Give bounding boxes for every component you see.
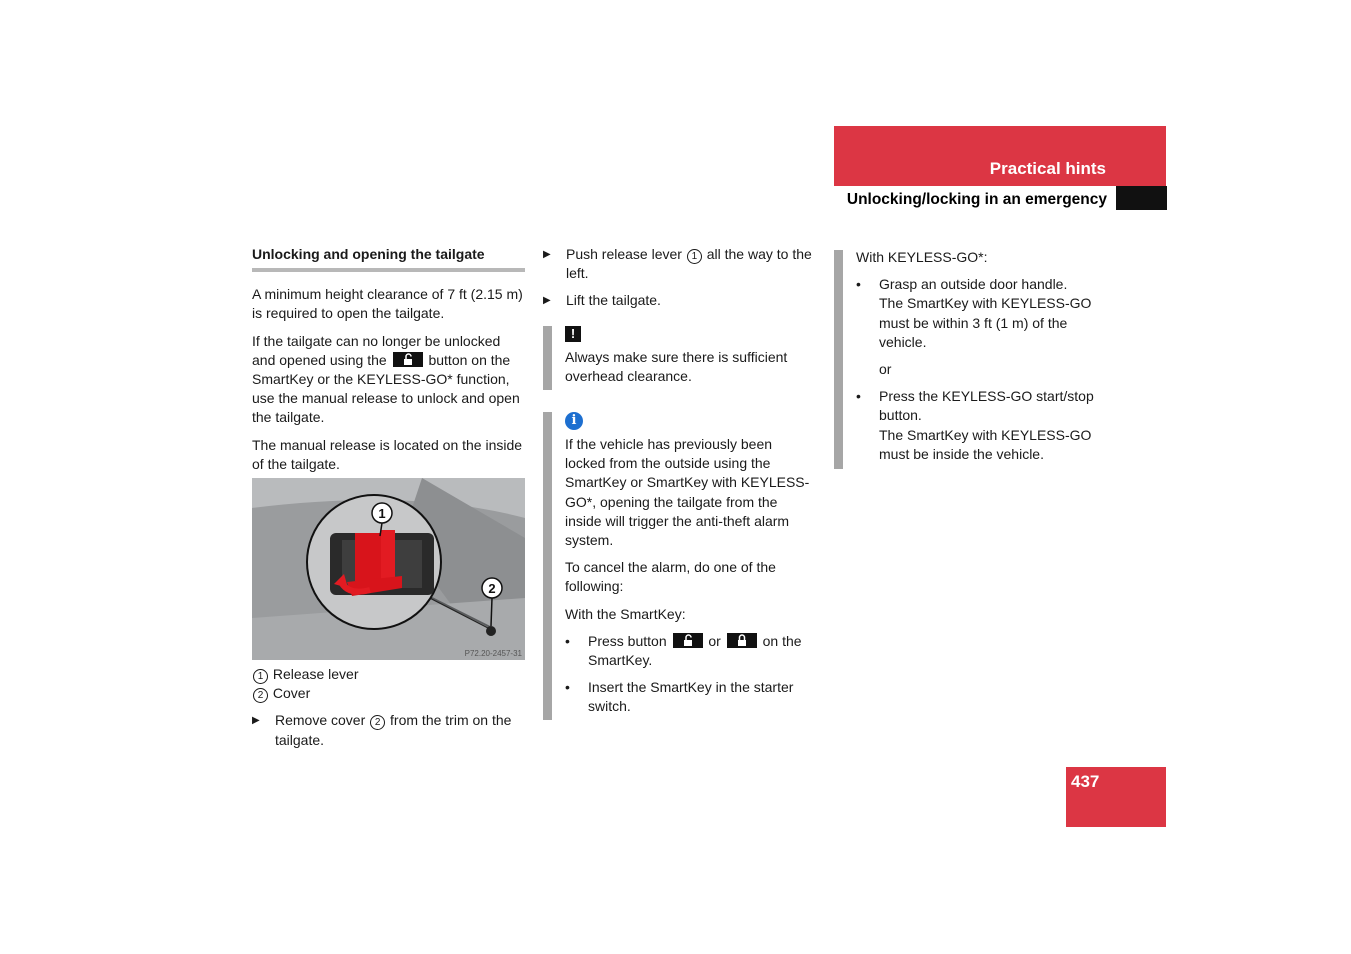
warning-text: Always make sure there is sufficient overhead clearance. [565,349,788,385]
callout-2: 2 [488,581,496,596]
unlock-key-icon [673,633,703,648]
info-box [565,410,815,717]
arrow-icon: ▶ [543,295,551,307]
keyless-go-intro: With KEYLESS-GO*: [856,249,988,265]
image-code: P72.20-2457-31 [464,649,522,658]
section-title: Practical hints [989,159,1106,178]
bullet: • [565,632,570,649]
header-black-tab [1116,186,1167,210]
column-3 [856,248,1106,464]
bullet: • [856,388,861,405]
arrow-icon: ▶ [543,249,551,260]
legend-item-2: 2 Cover [252,684,525,703]
step-remove-cover: ▶ Remove cover 2 from the trim on the tailgate. [252,712,512,748]
unlock-key-icon [393,352,423,367]
warning-bar [543,326,552,390]
bullet-insert-key: • Insert the SmartKey in the starter switch. [565,679,794,715]
lock-key-icon [727,633,757,648]
info-icon: i [565,412,583,430]
callout-1: 1 [378,506,386,521]
or-text: or [879,361,892,378]
page-number: 437 [1071,772,1100,791]
paragraph: A minimum height clearance of 7 ft (2.15 m) is required to open the tailgate. [252,286,523,322]
bullet-press-button: • Press button or on the SmartKey. [565,632,802,669]
info-paragraph: To cancel the alarm, do one of the following: [565,559,776,595]
section-heading: Unlocking and opening the tailgate [252,246,485,262]
column-1 [252,245,525,482]
bullet-press-start-stop: • Press the KEYLESS-GO start/stop button. The SmartKey with KEYLESS-GO must be inside the vehicle. [856,388,1094,462]
callout-number: 1 [253,669,268,684]
bullet: • [565,679,570,696]
keyless-go-bar [834,250,843,469]
callout-number: 1 [687,249,702,264]
paragraph: If the tailgate can no longer be unlocked and opened using the button on the SmartKey or the KEYLESS-GO* function, use the manual release to unlock and open the tailgate. [252,332,520,426]
warning-icon: ! [565,326,581,342]
release-lever-illustration [252,478,525,660]
info-paragraph: With the SmartKey: [565,605,686,622]
paragraph: The manual release is located on the inside of the tailgate. [252,436,523,472]
bullet-grasp-handle: • Grasp an outside door handle. The SmartKey with KEYLESS-GO must be within 3 ft (1 m) of the vehicle. [856,276,1092,350]
callout-number: 2 [370,715,385,730]
info-paragraph: If the vehicle has previously been locked from the outside using the SmartKey or SmartKey with KEYLESS-GO*, opening the tailgate from the inside will trigger the anti-theft alarm system. [565,436,810,549]
step-lift-tailgate: ▶ Lift the tailgate. [543,291,815,310]
warning-box [565,324,815,387]
column-1-lower [252,665,525,750]
subsection-title: Unlocking/locking in an emergency [846,191,1107,208]
column-2 [543,245,815,311]
tailgate-release-figure [252,478,525,660]
legend-item-1: 1 Release lever [252,665,525,684]
info-bar [543,412,552,720]
arrow-icon: ▶ [252,715,260,727]
callout-number: 2 [253,688,268,703]
step-push-lever: ▶ Push release lever 1 all the way to the left. [543,246,812,282]
bullet: • [856,276,861,293]
heading-rule [252,268,525,272]
